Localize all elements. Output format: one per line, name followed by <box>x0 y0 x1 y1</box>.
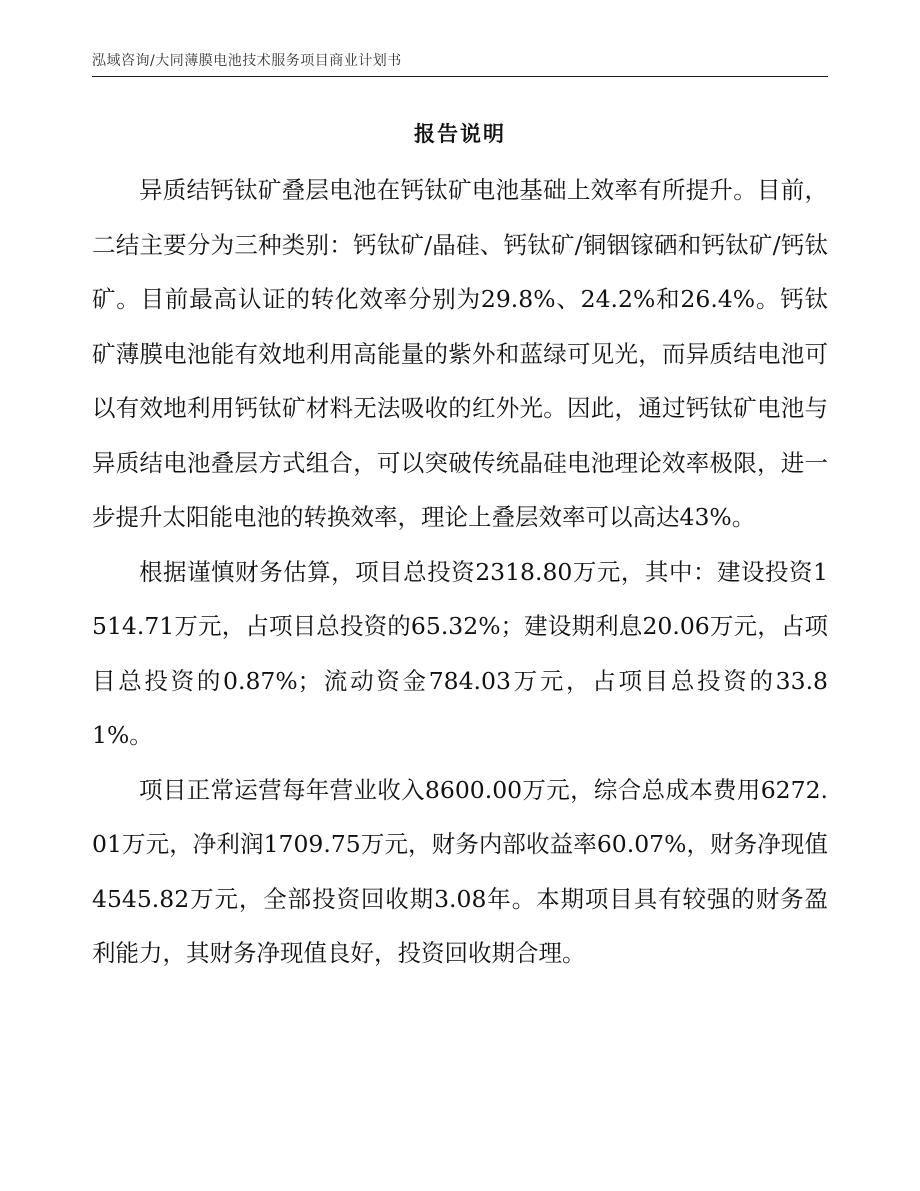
paragraph-overview: 异质结钙钛矿叠层电池在钙钛矿电池基础上效率有所提升。目前，二结主要分为三种类别：钙钛矿/晶硅、钙钛矿/铜铟镓硒和钙钛矿/钙钛矿。目前最高认证的转化效率分别为29.8%、24.2%和26.4%。钙钛矿薄膜电池能有效地利用高能量的紫外和蓝绿可见光，而异质结电池可以有效地利用钙钛矿材料无法吸收的红外光。因此，通过钙钛矿电池与异质结电池叠层方式组合，可以突破传统晶硅电池理论效率极限，进一步提升太阳能电池的转换效率，理论上叠层效率可以高达43%。 <box>92 176 828 531</box>
paragraph-investment: 根据谨慎财务估算，项目总投资2318.80万元，其中：建设投资1514.71万元，占项目总投资的65.32%；建设期利息20.06万元，占项目总投资的0.87%；流动资金784.03万元，占项目总投资的33.81%。 <box>92 557 828 749</box>
body-text <box>92 163 828 981</box>
paragraph-financials: 项目正常运营每年营业收入8600.00万元，综合总成本费用6272.01万元，净利润1709.75万元，财务内部收益率60.07%，财务净现值4545.82万元，全部投资回收期3.08年。本期项目具有较强的财务盈利能力，其财务净现值良好，投资回收期合理。 <box>92 775 828 967</box>
section-title: 报告说明 <box>414 122 506 146</box>
running-header: 泓域咨询/大同薄膜电池技术服务项目商业计划书 <box>92 50 828 77</box>
